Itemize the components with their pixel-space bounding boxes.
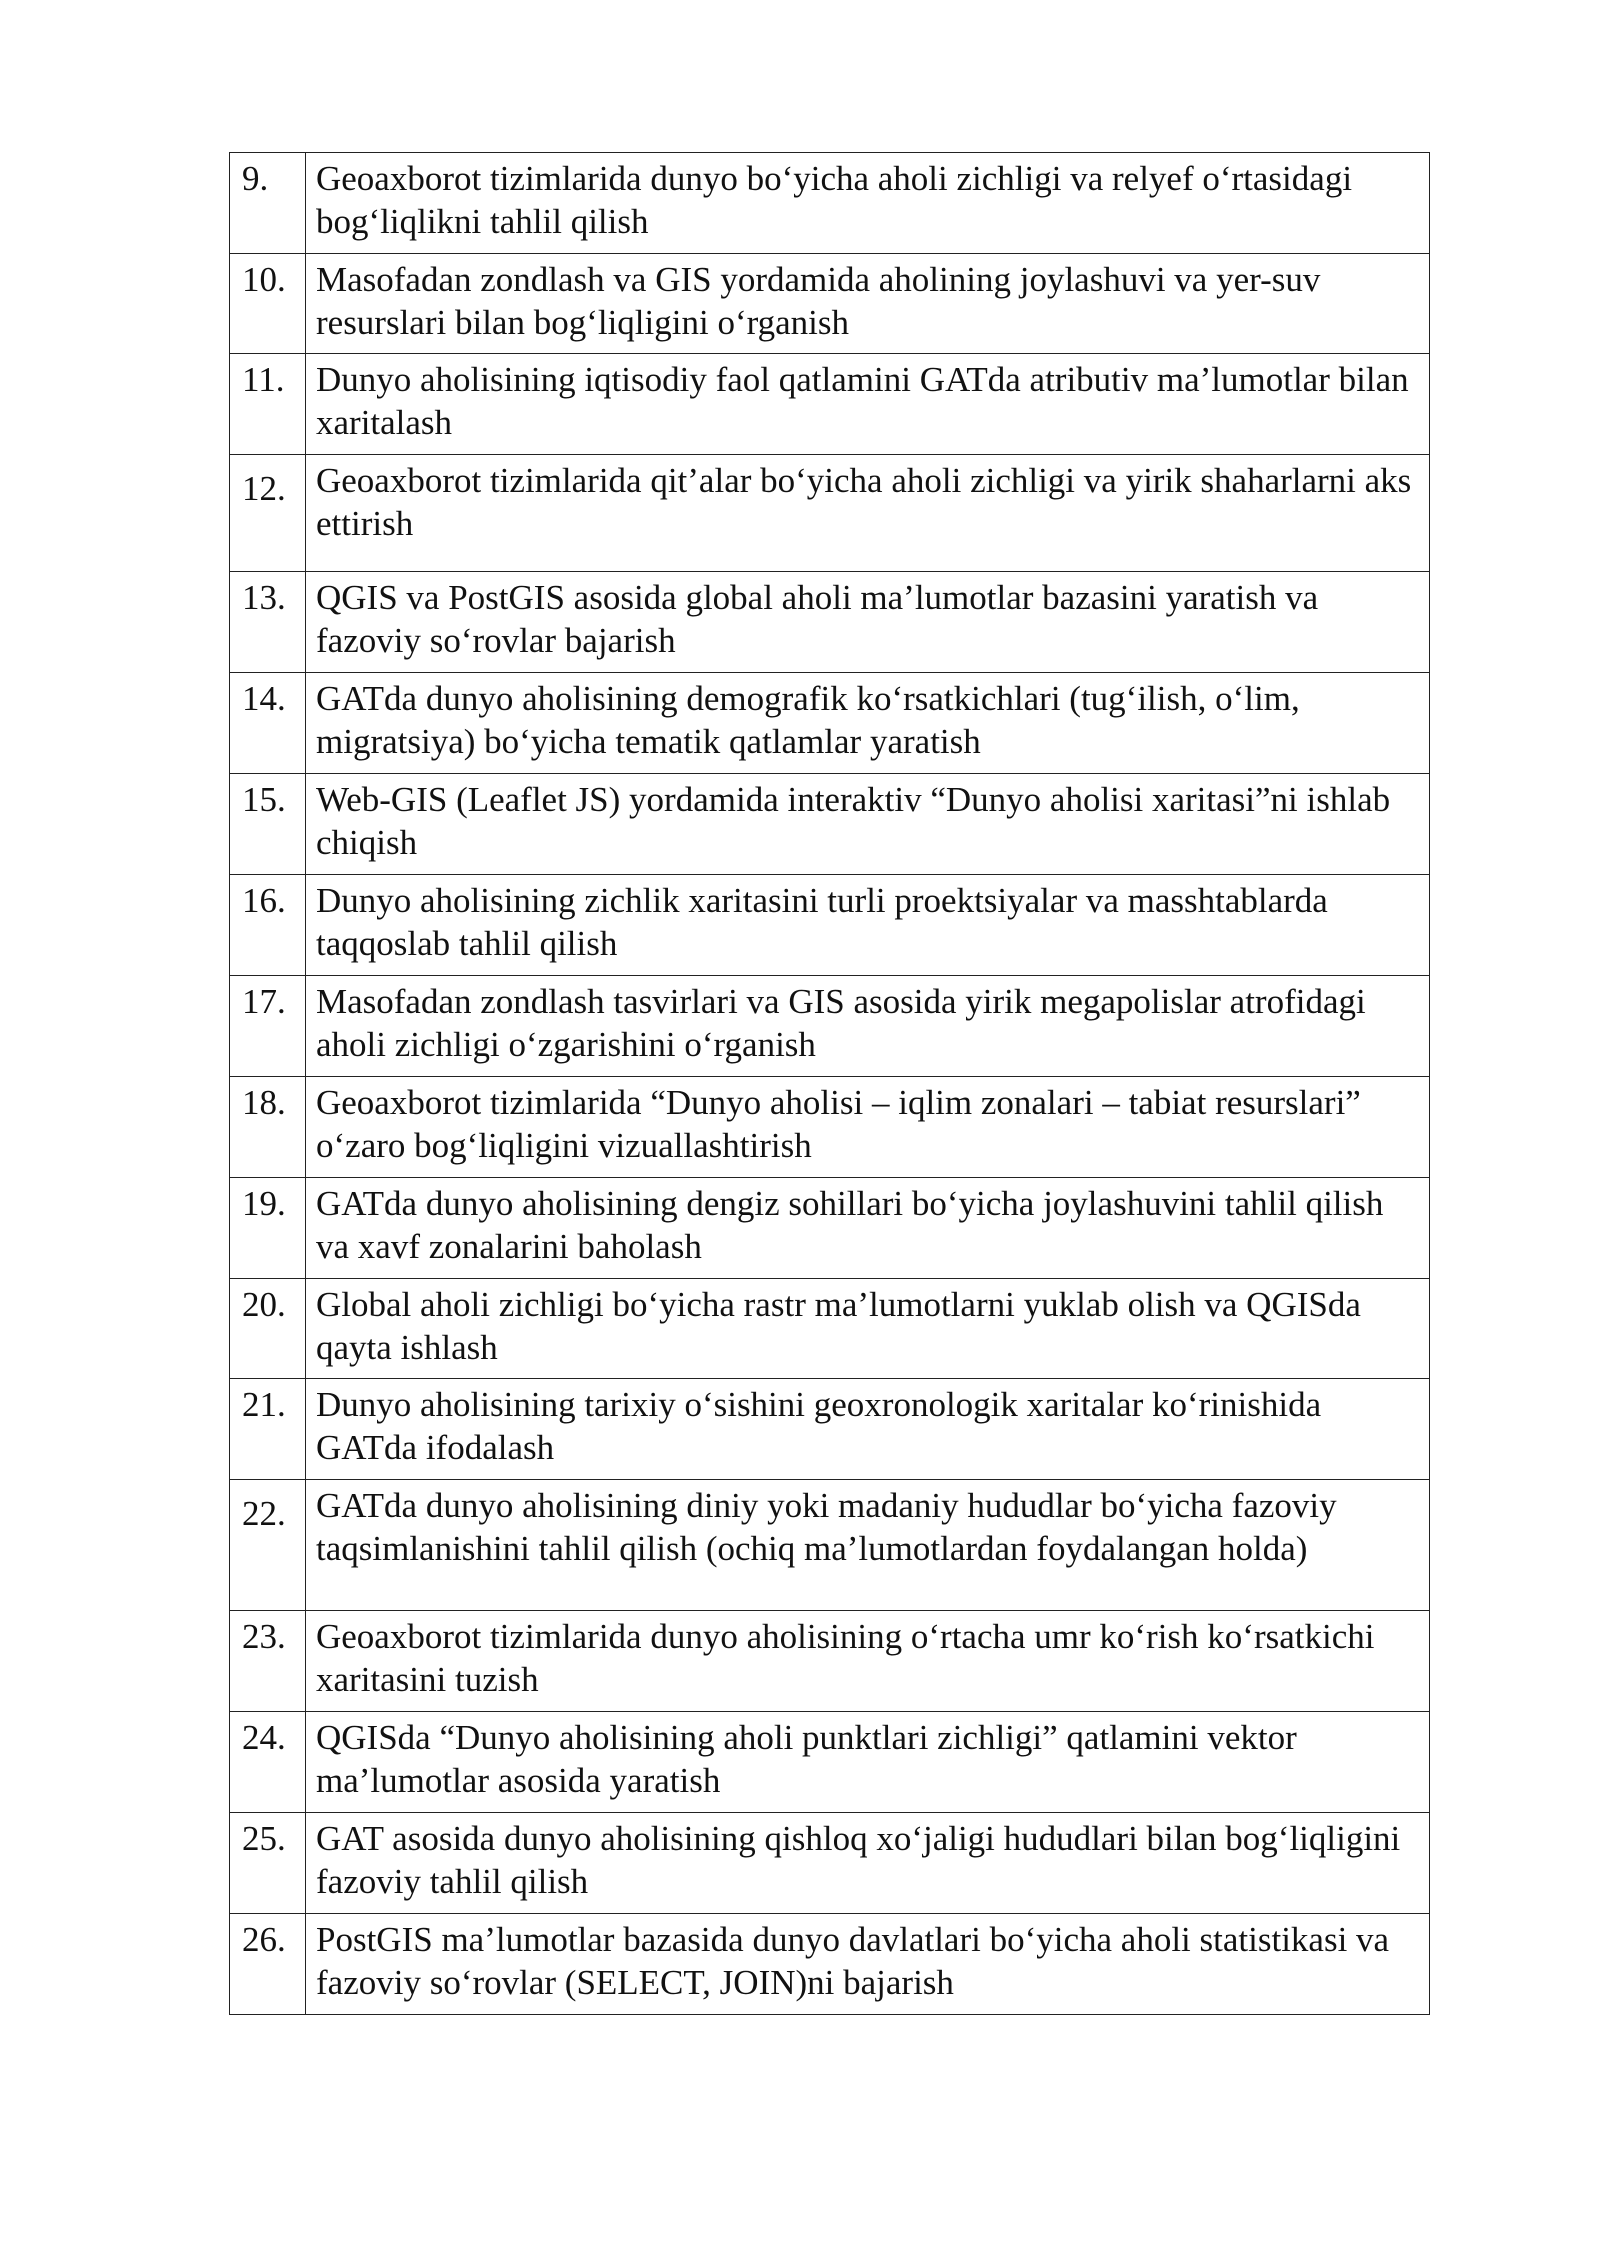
topics-table xyxy=(229,152,1430,2015)
row-topic: QGISda “Dunyo aholisining aholi punktlari zichligi” qatlamini vektor ma’lumotlar asosida yaratish xyxy=(306,1712,1430,1813)
row-number: 12. xyxy=(230,455,306,572)
row-number: 13. xyxy=(230,572,306,673)
row-number: 21. xyxy=(230,1379,306,1480)
row-topic: GATda dunyo aholisining diniy yoki madaniy hududlar bo‘yicha fazoviy taqsimlanishini tahlil qilish (ochiq ma’lumotlardan foydalangan holda) xyxy=(306,1480,1430,1611)
table-row xyxy=(230,153,1430,254)
row-topic: Geoaxborot tizimlarida qit’alar bo‘yicha aholi zichligi va yirik shaharlarni aks ettirish xyxy=(306,455,1430,572)
table-row xyxy=(230,1480,1430,1611)
row-topic: Global aholi zichligi bo‘yicha rastr ma’lumotlarni yuklab olish va QGISda qayta ishlash xyxy=(306,1279,1430,1379)
row-number: 22. xyxy=(230,1480,306,1611)
table-row xyxy=(230,976,1430,1077)
table-row xyxy=(230,1813,1430,1914)
row-number: 18. xyxy=(230,1077,306,1178)
row-topic: Geoaxborot tizimlarida dunyo bo‘yicha aholi zichligi va relyef o‘rtasidagi bog‘liqlikni tahlil qilish xyxy=(306,153,1430,254)
table-row xyxy=(230,354,1430,455)
row-number: 25. xyxy=(230,1813,306,1914)
row-number: 15. xyxy=(230,774,306,875)
row-topic: GATda dunyo aholisining dengiz sohillari bo‘yicha joylashuvini tahlil qilish va xavf zonalarini baholash xyxy=(306,1178,1430,1279)
row-number: 19. xyxy=(230,1178,306,1279)
table-row xyxy=(230,1712,1430,1813)
row-number: 10. xyxy=(230,254,306,354)
row-topic: GATda dunyo aholisining demografik ko‘rsatkichlari (tug‘ilish, o‘lim, migratsiya) bo‘yicha tematik qatlamlar yaratish xyxy=(306,673,1430,774)
table-row xyxy=(230,1611,1430,1712)
row-number: 24. xyxy=(230,1712,306,1813)
row-number: 26. xyxy=(230,1914,306,2015)
table-row xyxy=(230,572,1430,673)
table-row xyxy=(230,673,1430,774)
table-row xyxy=(230,455,1430,572)
row-topic: Web-GIS (Leaflet JS) yordamida interaktiv “Dunyo aholisi xaritasi”ni ishlab chiqish xyxy=(306,774,1430,875)
table-row xyxy=(230,1914,1430,2015)
row-number: 20. xyxy=(230,1279,306,1379)
row-number: 16. xyxy=(230,875,306,976)
table-row xyxy=(230,1178,1430,1279)
row-number: 14. xyxy=(230,673,306,774)
row-topic: GAT asosida dunyo aholisining qishloq xo‘jaligi hududlari bilan bog‘liqligini fazoviy tahlil qilish xyxy=(306,1813,1430,1914)
row-number: 9. xyxy=(230,153,306,254)
table-row xyxy=(230,774,1430,875)
table-row xyxy=(230,1379,1430,1480)
table-row xyxy=(230,875,1430,976)
table-row xyxy=(230,1077,1430,1178)
row-topic: Geoaxborot tizimlarida “Dunyo aholisi – iqlim zonalari – tabiat resurslari” o‘zaro bog‘liqligini vizuallashtirish xyxy=(306,1077,1430,1178)
row-topic: QGIS va PostGIS asosida global aholi ma’lumotlar bazasini yaratish va fazoviy so‘rovlar bajarish xyxy=(306,572,1430,673)
table-row xyxy=(230,1279,1430,1379)
row-number: 17. xyxy=(230,976,306,1077)
table-row xyxy=(230,254,1430,354)
row-topic: Dunyo aholisining tarixiy o‘sishini geoxronologik xaritalar ko‘rinishida GATda ifodalash xyxy=(306,1379,1430,1480)
row-topic: Dunyo aholisining zichlik xaritasini turli proektsiyalar va masshtablarda taqqoslab tahlil qilish xyxy=(306,875,1430,976)
row-topic: Dunyo aholisining iqtisodiy faol qatlamini GATda atributiv ma’lumotlar bilan xaritalash xyxy=(306,354,1430,455)
row-number: 11. xyxy=(230,354,306,455)
row-topic: Geoaxborot tizimlarida dunyo aholisining o‘rtacha umr ko‘rish ko‘rsatkichi xaritasini tuzish xyxy=(306,1611,1430,1712)
row-number: 23. xyxy=(230,1611,306,1712)
row-topic: PostGIS ma’lumotlar bazasida dunyo davlatlari bo‘yicha aholi statistikasi va fazoviy so‘rovlar (SELECT, JOIN)ni bajarish xyxy=(306,1914,1430,2015)
row-topic: Masofadan zondlash tasvirlari va GIS asosida yirik megapolislar atrofidagi aholi zichligi o‘zgarishini o‘rganish xyxy=(306,976,1430,1077)
row-topic: Masofadan zondlash va GIS yordamida aholining joylashuvi va yer-suv resurslari bilan bog‘liqligini o‘rganish xyxy=(306,254,1430,354)
